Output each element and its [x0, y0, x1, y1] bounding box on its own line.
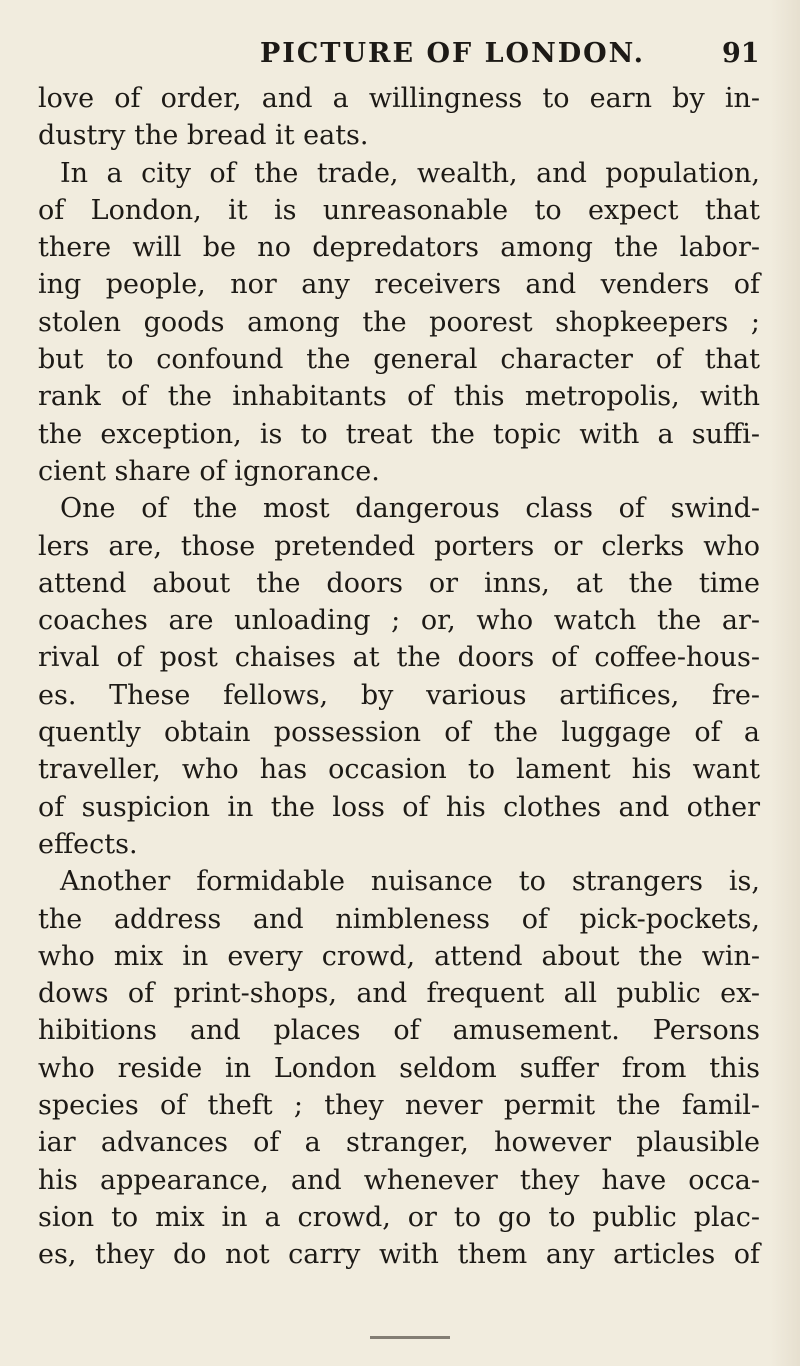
text-line: Another formidable nuisance to strangers is, [60, 866, 760, 898]
text-line: coaches are unloading ; or, who watch the ar- [38, 605, 760, 637]
running-head [0, 38, 800, 78]
page-edge-shadow [770, 0, 800, 1366]
text-line: his appearance, and whenever they have occa- [38, 1164, 760, 1196]
text-line: the address and nimbleness of pick-pockets, [38, 903, 760, 935]
text-line: cient share of ignorance. [38, 455, 380, 487]
text-line: attend about the doors or inns, at the time [38, 567, 760, 599]
body-text [38, 80, 760, 1274]
text-line: quently obtain possession of the luggage of a [38, 717, 760, 749]
text-line: sion to mix in a crowd, or to go to public plac- [38, 1201, 760, 1233]
text-line: species of theft ; they never permit the famil- [38, 1090, 760, 1122]
text-line: dustry the bread it eats. [38, 120, 369, 152]
page-number: 91 [722, 38, 760, 69]
text-line: love of order, and a willingness to earn by in- [38, 83, 760, 114]
text-line: lers are, those pretended porters or clerks who [38, 530, 760, 562]
text-line: but to confound the general character of that [38, 344, 760, 376]
text-line: there will be no depredators among the labor- [38, 232, 760, 264]
text-line: One of the most dangerous class of swind- [60, 493, 760, 525]
text-line: effects. [38, 828, 138, 860]
text-line: In a city of the trade, wealth, and population, [60, 157, 760, 189]
text-line: of London, it is unreasonable to expect that [38, 194, 760, 226]
text-line: who mix in every crowd, attend about the win- [38, 940, 760, 972]
text-line: rank of the inhabitants of this metropolis, with [38, 381, 760, 413]
text-line: stolen goods among the poorest shopkeepers ; [38, 306, 760, 338]
text-line: traveller, who has occasion to lament his want [38, 754, 760, 786]
text-line: hibitions and places of amusement. Persons [38, 1015, 760, 1047]
text-line: dows of print-shops, and frequent all public ex- [38, 978, 760, 1010]
ink-smudge [370, 1336, 450, 1339]
text-line: ing people, nor any receivers and venders of [38, 269, 760, 301]
text-line: the exception, is to treat the topic with a suffi- [38, 418, 760, 450]
text-line: es. These fellows, by various artifices, fre- [38, 679, 760, 711]
running-title: PICTURE OF LONDON. [260, 38, 646, 69]
text-line: es, they do not carry with them any articles of [38, 1239, 760, 1271]
text-line: iar advances of a stranger, however plausible [38, 1127, 760, 1159]
text-line: who reside in London seldom suffer from this [38, 1052, 760, 1084]
text-line: of suspicion in the loss of his clothes and other [38, 791, 760, 823]
text-line: rival of post chaises at the doors of coffee-hous- [38, 642, 760, 674]
